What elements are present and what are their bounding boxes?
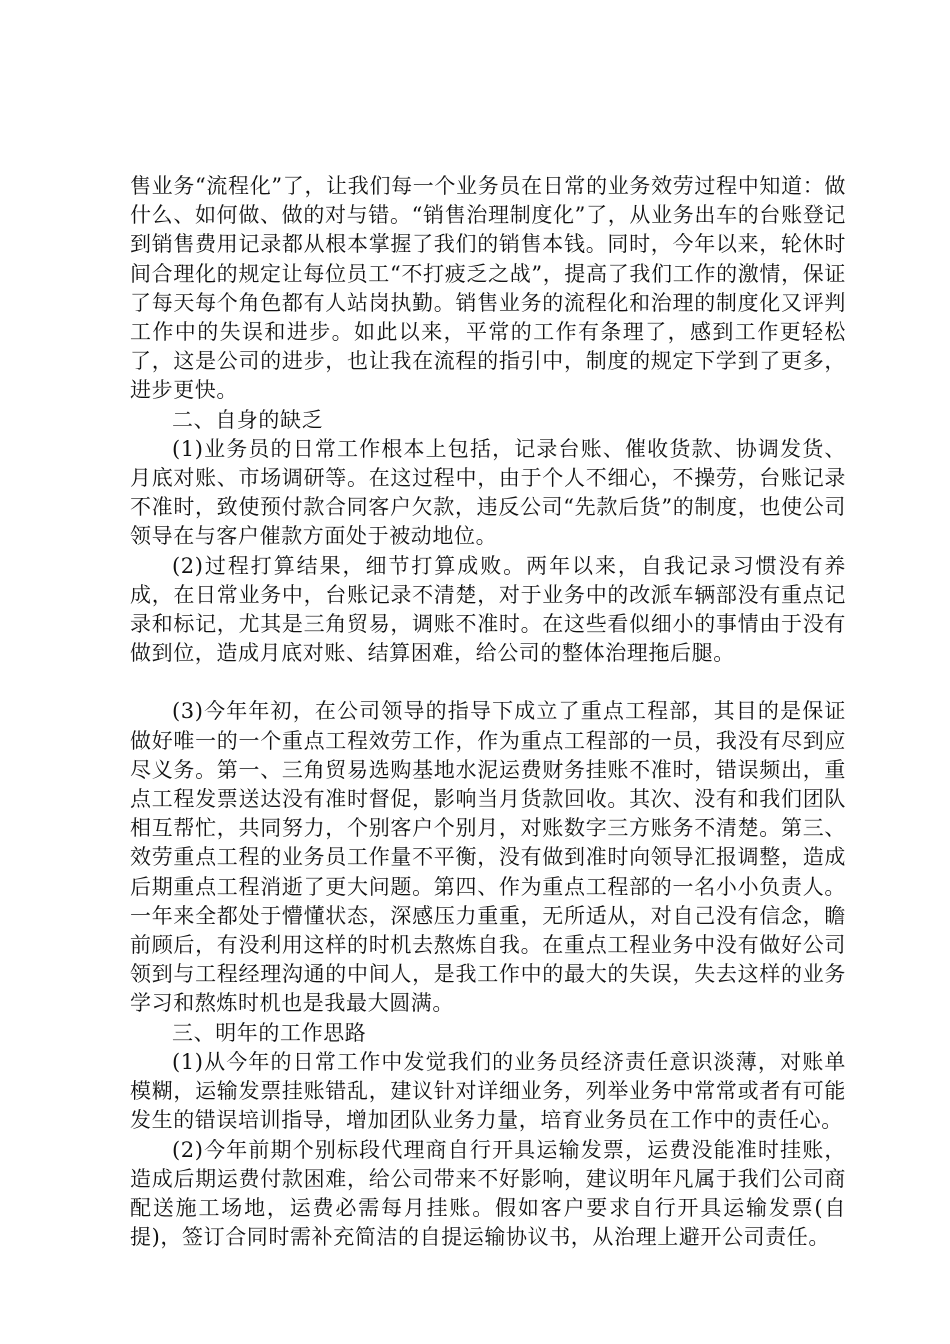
paragraph-shortcoming-1: (1)业务员的日常工作根本上包括，记录台账、催收货款、协调发货、月底对账、市场调研等。在这过程中，由于个人不细心，不操劳，台账记录不准时，致使预付款合同客户欠款，违反公司“先款后货”的制度，也使公司领导在与客户催款方面处于被动地位。 [130, 436, 846, 549]
paragraph-shortcoming-3: (3)今年年初，在公司领导的指导下成立了重点工程部，其目的是保证做好唯一的一个重点工程效劳工作，作为重点工程部的一员，我没有尽到应尽义务。第一、三角贸易选购基地水泥运费财务挂账不准时，错误频出，重点工程发票送达没有准时督促，影响当月货款回收。其次、没有和我们团队相互帮忙，共同努力，个别客户个别月，对账数字三方账务不清楚。第三、效劳重点工程的业务员工作量不平衡，没有做到准时向领导汇报调整，造成后期重点工程消逝了更大问题。第四、作为重点工程部的一名小小负责人。一年来全都处于懵懂状态，深感压力重重，无所适从，对自己没有信念，瞻前顾后，有没利用这样的时机去熬炼自我。在重点工程业务中没有做好公司领到与工程经理沟通的中间人，是我工作中的最大的失误，失去这样的业务学习和熬炼时机也是我最大圆满。 [130, 699, 846, 1016]
blank-line [130, 668, 846, 697]
document-page [130, 172, 846, 1252]
section-heading-shortcomings: 二、自身的缺乏 [172, 407, 324, 432]
paragraph-plan-2: (2)今年前期个别标段代理商自行开具运输发票，运费没能准时挂账，造成后期运费付款困难，给公司带来不好影响，建议明年凡属于我们公司商配送施工场地，运费必需每月挂账。假如客户要求自行开具运输发票(自提)，签订合同时需补充简洁的自提运输协议书，从治理上避开公司责任。 [130, 1137, 846, 1250]
paragraph-sales-process: 售业务“流程化”了，让我们每一个业务员在日常的业务效劳过程中知道：做什么、如何做、做的对与错。“销售治理制度化”了，从业务出车的台账登记到销售费用记录都从根本掌握了我们的销售本钱。同时，今年以来，轮休时间合理化的规定让每位员工“不打疲乏之战”，提高了我们工作的激情，保证了每天每个角色都有人站岗执勤。销售业务的流程化和治理的制度化又评判工作中的失误和进步。如此以来，平常的工作有条理了，感到工作更轻松了，这是公司的进步，也让我在流程的指引中，制度的规定下学到了更多，进步更快。 [130, 174, 846, 403]
paragraph-plan-1: (1)从今年的日常工作中发觉我们的业务员经济责任意识淡薄，对账单模糊，运输发票挂账错乱，建议针对详细业务，列举业务中常常或者有可能发生的错误培训指导，增加团队业务力量，培育业务员在工作中的责任心。 [130, 1049, 846, 1133]
section-heading-next-year: 三、明年的工作思路 [172, 1020, 367, 1045]
paragraph-shortcoming-2: (2)过程打算结果，细节打算成败。两年以来，自我记录习惯没有养成，在日常业务中，台账记录不清楚，对于业务中的改派车辆部没有重点记录和标记，尤其是三角贸易，调账不准时。在这些看似细小的事情由于没有做到位，造成月底对账、结算困难，给公司的整体治理拖后腿。 [130, 553, 846, 666]
